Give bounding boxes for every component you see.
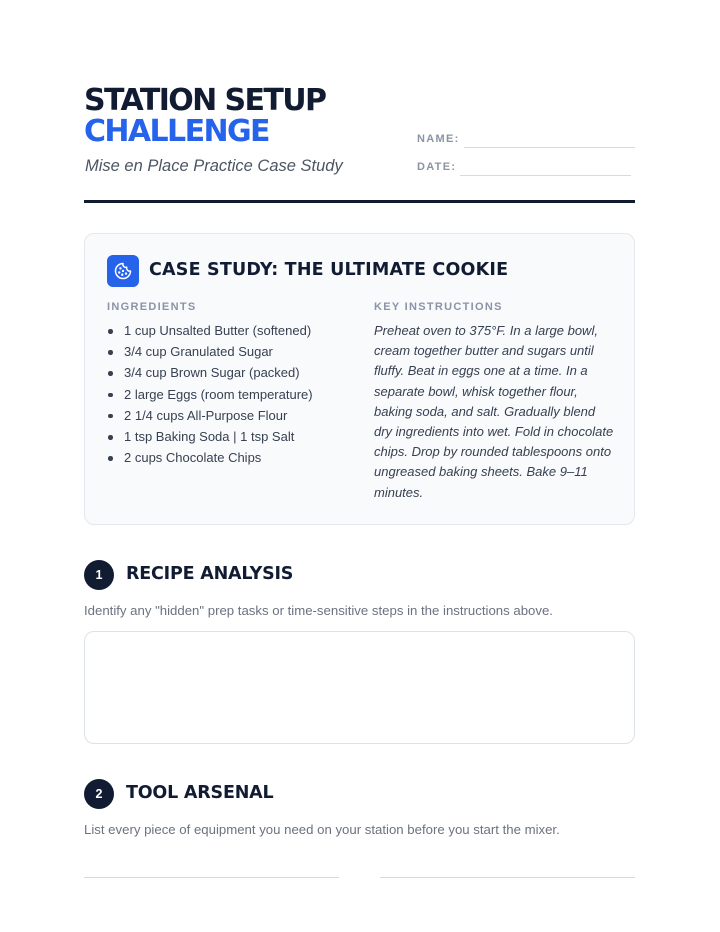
tool-list-line-right[interactable]	[380, 877, 635, 878]
instructions-label: KEY INSTRUCTIONS	[374, 301, 503, 313]
name-label: NAME:	[417, 133, 460, 145]
section-title-recipe-analysis: RECIPE ANALYSIS	[126, 564, 294, 584]
tool-list-line-left[interactable]	[84, 877, 339, 878]
date-field[interactable]	[460, 175, 631, 176]
section-description: List every piece of equipment you need on your station before you start the mixer.	[84, 822, 560, 837]
recipe-analysis-answer-box[interactable]	[84, 631, 635, 744]
ingredient-item: 3/4 cup Granulated Sugar	[107, 341, 313, 362]
instructions-text: Preheat oven to 375°F. In a large bowl, cream together butter and sugars until fluffy. Beat in eggs one at a time. In a separate bowl, whisk together flour, baking soda, and salt. Gradually blend dry ingredients into wet. Fold in chocolate chips. Drop by rounded tablespoons onto ungreased baking sheets. Bake 9–11 minutes.	[374, 323, 614, 500]
ingredients-list	[107, 320, 313, 468]
ingredient-item: 2 cups Chocolate Chips	[107, 447, 313, 468]
ingredients-label: INGREDIENTS	[107, 301, 197, 313]
cookie-icon	[107, 255, 139, 287]
ingredient-item: 2 large Eggs (room temperature)	[107, 384, 313, 405]
ingredient-item: 1 tsp Baking Soda | 1 tsp Salt	[107, 426, 313, 447]
section-number-badge: 2	[84, 779, 114, 809]
page-title-line-1: STATION SETUP	[84, 83, 326, 118]
ingredient-item: 1 cup Unsalted Butter (softened)	[107, 320, 313, 341]
name-field[interactable]	[464, 147, 635, 148]
header-divider	[84, 200, 635, 203]
case-study-title: CASE STUDY: THE ULTIMATE COOKIE	[149, 260, 509, 280]
case-study-card	[84, 233, 635, 525]
page-subtitle: Mise en Place Practice Case Study	[85, 157, 343, 175]
ingredient-item: 3/4 cup Brown Sugar (packed)	[107, 362, 313, 383]
section-description: Identify any "hidden" prep tasks or time-sensitive steps in the instructions above.	[84, 603, 553, 618]
date-label: DATE:	[417, 161, 457, 173]
ingredient-item: 2 1/4 cups All-Purpose Flour	[107, 405, 313, 426]
section-number-badge: 1	[84, 560, 114, 590]
page-title-line-2: CHALLENGE	[84, 114, 269, 149]
section-title-tool-arsenal: TOOL ARSENAL	[126, 783, 274, 803]
